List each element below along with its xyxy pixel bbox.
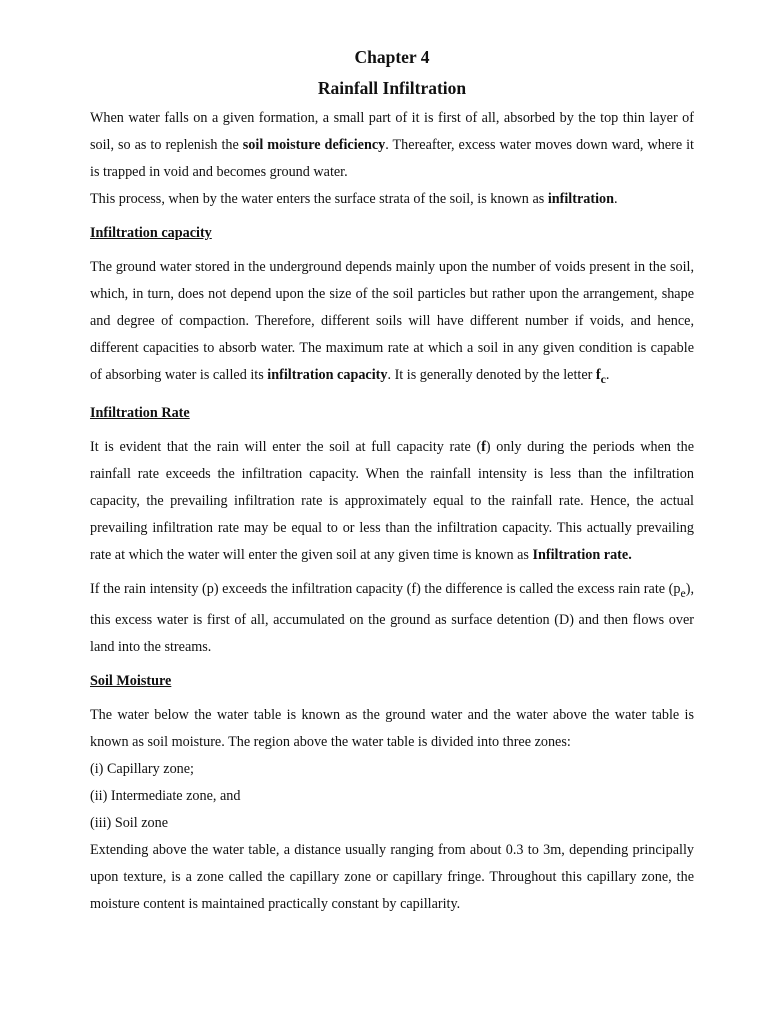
- section-heading-soil-moisture: Soil Moisture: [90, 672, 172, 689]
- capillary-zone-paragraph: Extending above the water table, a distance usually ranging from about 0.3 to 3m, depending principally upon texture, is a zone called the capillary zone or capillary fringe. Throughout this capillary zone, the moisture content is maintained practically constant by capillarity.: [90, 841, 694, 912]
- rate-emphasis: Infiltration rate.: [532, 546, 632, 563]
- intro-text: .: [614, 191, 618, 207]
- intro-text: This process, when by the water enters the surface strata of the soil, is known as: [90, 191, 548, 207]
- rate-text: ) only during the periods when the rainfall rate exceeds the infiltration capacity. When the rainfall intensity is less than the infiltration capacity, the prevailing infiltration rate is approximately equal to the rainfall rate. Hence, the actual prevailing infiltration rate may be equal to or less than the infiltration capacity. This actually prevailing rate at which the water will enter the given soil at any given time is known as: [90, 438, 694, 563]
- infiltration-rate-paragraph: [90, 434, 694, 569]
- capacity-text: . It is generally denoted by the letter: [387, 367, 596, 383]
- excess-rain-subscript: e: [680, 585, 686, 600]
- intro-emphasis: infiltration: [547, 191, 615, 207]
- section-heading-infiltration-capacity: Infiltration capacity: [90, 225, 212, 241]
- intro-text: . Thereafter, excess water moves down ward, where it is trapped in void and becomes ground water.: [90, 137, 694, 180]
- capacity-text: The ground water stored in the underground depends mainly upon the number of voids present in the soil, which, in turn, does not depend upon the size of the soil particles but rather upon the arrangement, shape and degree of compaction. Therefore, different soils will have different number if voids, and hence, different capacities to absorb water. The maximum rate at which a soil in any given condition is capable of absorbing water is called its: [90, 259, 694, 383]
- rate-text: ), this excess water is first of all, accumulated on the ground as surface detention (D) and then flows over land into the streams.: [90, 580, 694, 655]
- chapter-title: Rainfall Infiltration: [317, 78, 467, 98]
- zone-list-item: (iii) Soil zone: [90, 814, 169, 831]
- zone-list-item: (ii) Intermediate zone, and: [90, 787, 241, 804]
- capacity-emphasis: infiltration capacity: [267, 367, 388, 383]
- capacity-text: .: [605, 367, 610, 383]
- document-body: [90, 44, 694, 918]
- intro-text: When water falls on a given formation, a small part of it is first of all, absorbed by the top thin layer of soil, so as to replenish the: [90, 110, 694, 153]
- intro-paragraph: [90, 105, 694, 186]
- section-heading-infiltration-rate: Infiltration Rate: [90, 404, 190, 421]
- soil-moisture-paragraph: The water below the water table is known as the ground water and the water above the water table is known as soil moisture. The region above the water table is divided into three zones:: [90, 706, 694, 750]
- excess-rain-paragraph: [90, 576, 694, 661]
- capacity-symbol-letter: f: [595, 367, 601, 383]
- rate-symbol: f: [481, 438, 486, 455]
- chapter-label: Chapter 4: [354, 47, 430, 67]
- intro-definition-paragraph: [90, 186, 694, 213]
- intro-emphasis: soil moisture deficiency: [242, 137, 386, 153]
- zone-list-item: (i) Capillary zone;: [90, 760, 195, 777]
- infiltration-capacity-paragraph: [90, 254, 694, 393]
- rate-text: It is evident that the rain will enter the soil at full capacity rate (: [90, 438, 482, 455]
- capacity-symbol-subscript: c: [600, 371, 606, 386]
- capacity-symbol: [595, 367, 606, 386]
- rate-text: If the rain intensity (p) exceeds the infiltration capacity (f) the difference is called the excess rain rate (p: [90, 580, 681, 597]
